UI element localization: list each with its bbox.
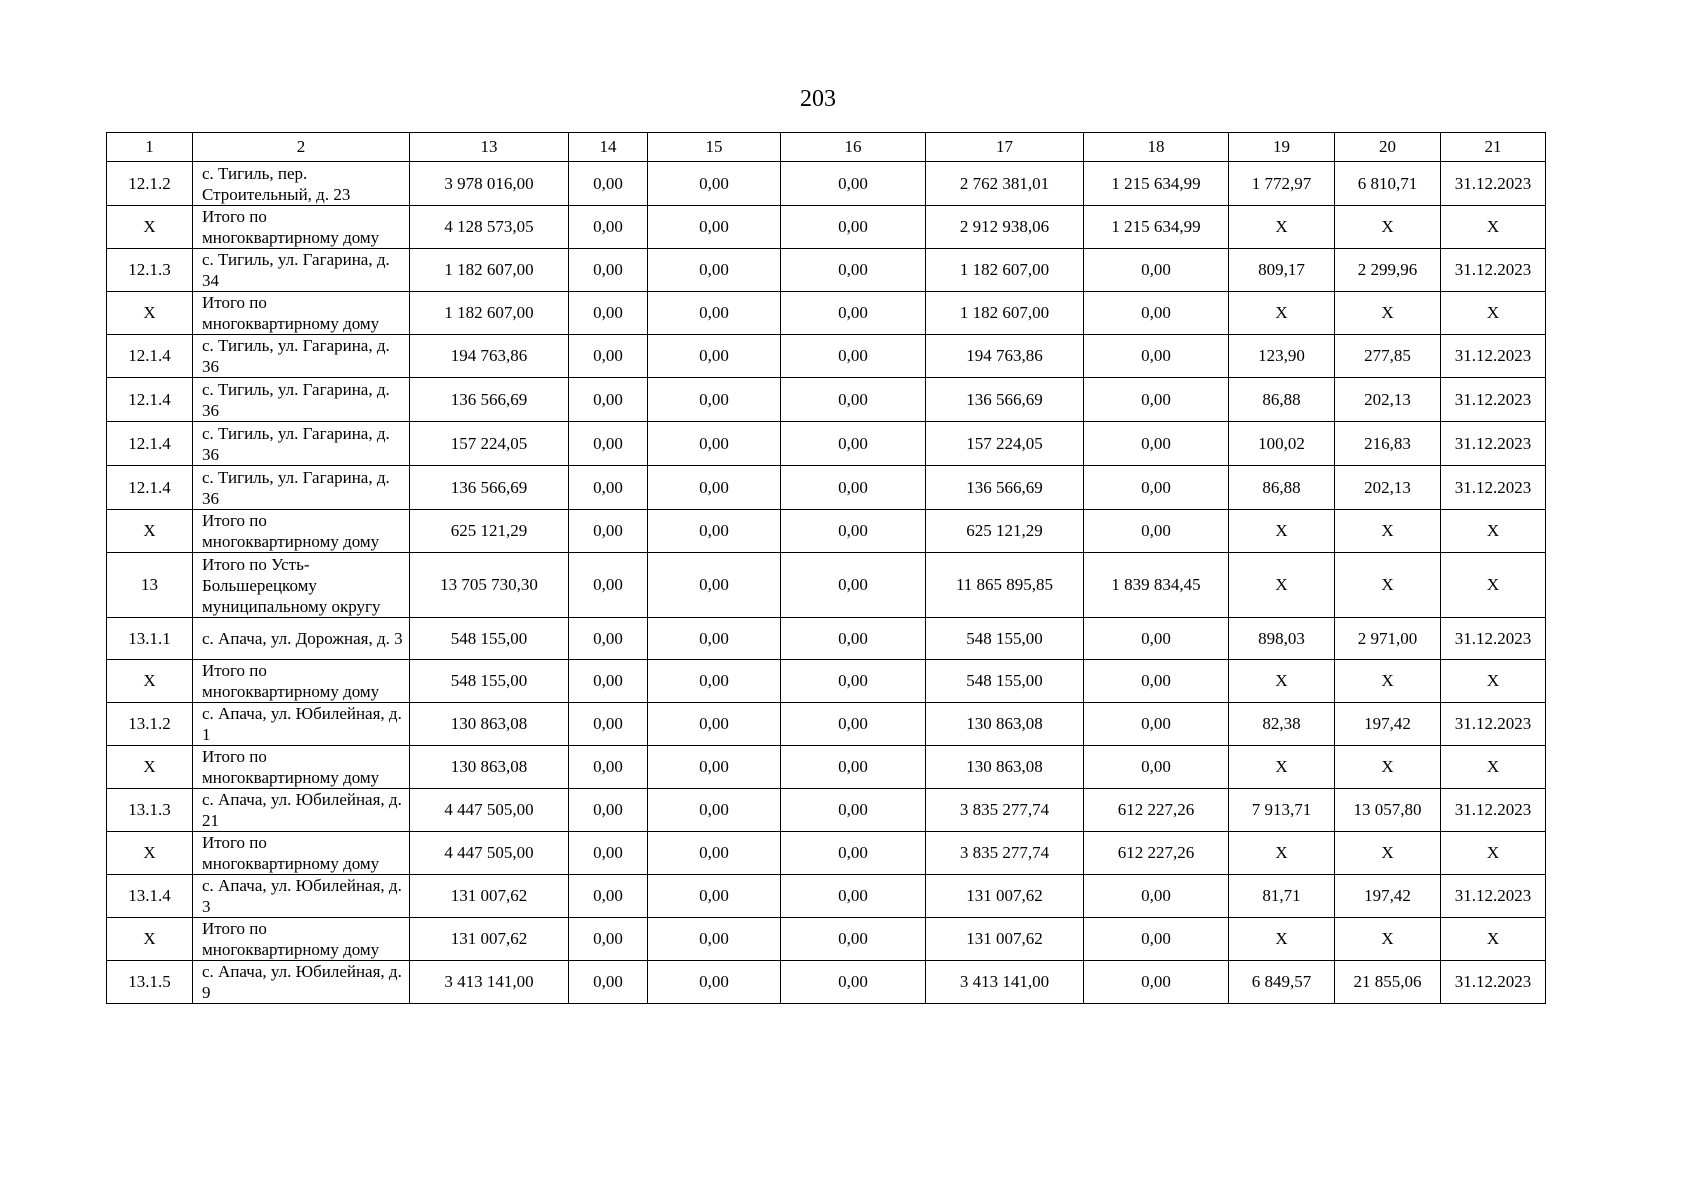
date-cell: 31.12.2023	[1441, 875, 1546, 918]
col-18-cell: 0,00	[1084, 875, 1229, 918]
col-18-cell: 612 227,26	[1084, 789, 1229, 832]
row-number-cell: X	[107, 206, 193, 249]
col-18-cell: 0,00	[1084, 918, 1229, 961]
col-17-cell: 2 762 381,01	[926, 162, 1084, 206]
col-17-cell: 157 224,05	[926, 422, 1084, 466]
col-17-cell: 11 865 895,85	[926, 553, 1084, 618]
address-cell: с. Апача, ул. Юбилейная, д. 3	[193, 875, 410, 918]
row-number-cell: X	[107, 292, 193, 335]
col-19-cell: 123,90	[1229, 335, 1335, 378]
col-14-cell: 0,00	[569, 618, 648, 660]
col-20-cell: 13 057,80	[1335, 789, 1441, 832]
col-15-cell: 0,00	[648, 249, 781, 292]
col-20-cell: X	[1335, 510, 1441, 553]
table-row	[107, 553, 1546, 618]
date-cell: X	[1441, 746, 1546, 789]
col-13-cell: 130 863,08	[410, 746, 569, 789]
row-number-cell: X	[107, 918, 193, 961]
col-20-cell: 197,42	[1335, 875, 1441, 918]
header-row	[107, 133, 1546, 162]
col-19-cell: X	[1229, 510, 1335, 553]
col-16-cell: 0,00	[781, 292, 926, 335]
col-16-cell: 0,00	[781, 162, 926, 206]
col-20-cell: 216,83	[1335, 422, 1441, 466]
col-18-cell: 0,00	[1084, 466, 1229, 510]
col-19-cell: X	[1229, 660, 1335, 703]
row-number-cell: X	[107, 510, 193, 553]
col-18-cell: 1 215 634,99	[1084, 162, 1229, 206]
col-14-cell: 0,00	[569, 789, 648, 832]
col-17-cell: 131 007,62	[926, 875, 1084, 918]
col-14-cell: 0,00	[569, 961, 648, 1004]
row-number-cell: 13.1.4	[107, 875, 193, 918]
date-cell: X	[1441, 206, 1546, 249]
row-number-cell: 12.1.3	[107, 249, 193, 292]
col-13-cell: 136 566,69	[410, 378, 569, 422]
page-number: 203	[800, 86, 836, 112]
address-cell: с. Тигиль, пер. Строительный, д. 23	[193, 162, 410, 206]
col-14-cell: 0,00	[569, 703, 648, 746]
col-19-cell: 82,38	[1229, 703, 1335, 746]
col-14-cell: 0,00	[569, 875, 648, 918]
address-cell: с. Тигиль, ул. Гагарина, д. 36	[193, 466, 410, 510]
address-cell: с. Тигиль, ул. Гагарина, д. 34	[193, 249, 410, 292]
col-14-cell: 0,00	[569, 832, 648, 875]
table-row	[107, 918, 1546, 961]
col-18-cell: 0,00	[1084, 249, 1229, 292]
col-15-cell: 0,00	[648, 510, 781, 553]
row-number-cell: 12.1.2	[107, 162, 193, 206]
date-cell: 31.12.2023	[1441, 335, 1546, 378]
address-cell: Итого по многоквартирному дому	[193, 918, 410, 961]
col-13-cell: 3 413 141,00	[410, 961, 569, 1004]
date-cell: X	[1441, 832, 1546, 875]
col-14-cell: 0,00	[569, 249, 648, 292]
date-cell: 31.12.2023	[1441, 961, 1546, 1004]
col-15-cell: 0,00	[648, 553, 781, 618]
col-16-cell: 0,00	[781, 249, 926, 292]
col-20-cell: 202,13	[1335, 466, 1441, 510]
table-row	[107, 335, 1546, 378]
col-13-cell: 157 224,05	[410, 422, 569, 466]
data-table	[106, 132, 1546, 1004]
date-cell: 31.12.2023	[1441, 249, 1546, 292]
col-14-cell: 0,00	[569, 553, 648, 618]
col-14-cell: 0,00	[569, 162, 648, 206]
col-17-cell: 130 863,08	[926, 746, 1084, 789]
address-cell: Итого по многоквартирному дому	[193, 292, 410, 335]
address-cell: с. Тигиль, ул. Гагарина, д. 36	[193, 422, 410, 466]
table-row	[107, 746, 1546, 789]
address-cell: Итого по Усть-Большерецкому муниципальному округу	[193, 553, 410, 618]
col-19-cell: 81,71	[1229, 875, 1335, 918]
col-19-cell: 100,02	[1229, 422, 1335, 466]
row-number-cell: 13.1.5	[107, 961, 193, 1004]
col-16-cell: 0,00	[781, 422, 926, 466]
col-15-cell: 0,00	[648, 746, 781, 789]
col-13-cell: 625 121,29	[410, 510, 569, 553]
table-row	[107, 206, 1546, 249]
row-number-cell: 13.1.3	[107, 789, 193, 832]
col-16-cell: 0,00	[781, 206, 926, 249]
col-19-cell: 898,03	[1229, 618, 1335, 660]
column-header: 21	[1441, 133, 1546, 162]
col-16-cell: 0,00	[781, 789, 926, 832]
date-cell: X	[1441, 553, 1546, 618]
column-header: 18	[1084, 133, 1229, 162]
col-13-cell: 13 705 730,30	[410, 553, 569, 618]
address-cell: Итого по многоквартирному дому	[193, 206, 410, 249]
col-13-cell: 194 763,86	[410, 335, 569, 378]
col-14-cell: 0,00	[569, 466, 648, 510]
col-20-cell: X	[1335, 660, 1441, 703]
col-16-cell: 0,00	[781, 378, 926, 422]
row-number-cell: X	[107, 660, 193, 703]
column-header: 15	[648, 133, 781, 162]
col-20-cell: 197,42	[1335, 703, 1441, 746]
address-cell: Итого по многоквартирному дому	[193, 746, 410, 789]
column-header: 17	[926, 133, 1084, 162]
col-18-cell: 0,00	[1084, 703, 1229, 746]
address-cell: Итого по многоквартирному дому	[193, 832, 410, 875]
col-16-cell: 0,00	[781, 832, 926, 875]
row-number-cell: X	[107, 746, 193, 789]
col-20-cell: 6 810,71	[1335, 162, 1441, 206]
col-17-cell: 2 912 938,06	[926, 206, 1084, 249]
col-13-cell: 4 128 573,05	[410, 206, 569, 249]
col-13-cell: 131 007,62	[410, 875, 569, 918]
col-16-cell: 0,00	[781, 466, 926, 510]
col-16-cell: 0,00	[781, 553, 926, 618]
col-16-cell: 0,00	[781, 660, 926, 703]
date-cell: X	[1441, 918, 1546, 961]
col-15-cell: 0,00	[648, 466, 781, 510]
col-17-cell: 3 413 141,00	[926, 961, 1084, 1004]
column-header: 1	[107, 133, 193, 162]
table-row	[107, 875, 1546, 918]
table-row	[107, 292, 1546, 335]
date-cell: 31.12.2023	[1441, 378, 1546, 422]
col-19-cell: X	[1229, 918, 1335, 961]
col-13-cell: 4 447 505,00	[410, 789, 569, 832]
date-cell: X	[1441, 292, 1546, 335]
table-row	[107, 510, 1546, 553]
table-row	[107, 422, 1546, 466]
col-17-cell: 548 155,00	[926, 660, 1084, 703]
address-cell: с. Апача, ул. Юбилейная, д. 1	[193, 703, 410, 746]
col-14-cell: 0,00	[569, 378, 648, 422]
col-18-cell: 1 839 834,45	[1084, 553, 1229, 618]
column-header: 16	[781, 133, 926, 162]
col-18-cell: 1 215 634,99	[1084, 206, 1229, 249]
col-19-cell: 1 772,97	[1229, 162, 1335, 206]
col-16-cell: 0,00	[781, 918, 926, 961]
col-14-cell: 0,00	[569, 422, 648, 466]
date-cell: 31.12.2023	[1441, 703, 1546, 746]
col-13-cell: 130 863,08	[410, 703, 569, 746]
table-row	[107, 789, 1546, 832]
col-13-cell: 548 155,00	[410, 618, 569, 660]
col-19-cell: X	[1229, 746, 1335, 789]
col-15-cell: 0,00	[648, 875, 781, 918]
col-16-cell: 0,00	[781, 510, 926, 553]
col-17-cell: 194 763,86	[926, 335, 1084, 378]
col-18-cell: 0,00	[1084, 378, 1229, 422]
table-row	[107, 832, 1546, 875]
col-19-cell: 6 849,57	[1229, 961, 1335, 1004]
col-13-cell: 3 978 016,00	[410, 162, 569, 206]
col-17-cell: 136 566,69	[926, 466, 1084, 510]
col-17-cell: 625 121,29	[926, 510, 1084, 553]
col-16-cell: 0,00	[781, 746, 926, 789]
col-13-cell: 1 182 607,00	[410, 249, 569, 292]
address-cell: Итого по многоквартирному дому	[193, 510, 410, 553]
address-cell: с. Тигиль, ул. Гагарина, д. 36	[193, 335, 410, 378]
col-20-cell: X	[1335, 832, 1441, 875]
col-18-cell: 0,00	[1084, 422, 1229, 466]
col-13-cell: 131 007,62	[410, 918, 569, 961]
col-19-cell: 86,88	[1229, 378, 1335, 422]
col-20-cell: 277,85	[1335, 335, 1441, 378]
col-17-cell: 1 182 607,00	[926, 249, 1084, 292]
col-17-cell: 3 835 277,74	[926, 789, 1084, 832]
col-14-cell: 0,00	[569, 660, 648, 703]
col-19-cell: X	[1229, 206, 1335, 249]
col-18-cell: 0,00	[1084, 292, 1229, 335]
col-18-cell: 612 227,26	[1084, 832, 1229, 875]
col-15-cell: 0,00	[648, 918, 781, 961]
row-number-cell: 13.1.2	[107, 703, 193, 746]
col-18-cell: 0,00	[1084, 510, 1229, 553]
column-header: 14	[569, 133, 648, 162]
col-17-cell: 130 863,08	[926, 703, 1084, 746]
col-14-cell: 0,00	[569, 206, 648, 249]
col-17-cell: 136 566,69	[926, 378, 1084, 422]
col-15-cell: 0,00	[648, 618, 781, 660]
col-20-cell: X	[1335, 746, 1441, 789]
column-header: 13	[410, 133, 569, 162]
col-15-cell: 0,00	[648, 703, 781, 746]
col-14-cell: 0,00	[569, 510, 648, 553]
col-15-cell: 0,00	[648, 292, 781, 335]
col-15-cell: 0,00	[648, 206, 781, 249]
col-20-cell: X	[1335, 292, 1441, 335]
col-15-cell: 0,00	[648, 789, 781, 832]
col-15-cell: 0,00	[648, 162, 781, 206]
col-13-cell: 548 155,00	[410, 660, 569, 703]
col-14-cell: 0,00	[569, 335, 648, 378]
date-cell: 31.12.2023	[1441, 162, 1546, 206]
col-14-cell: 0,00	[569, 292, 648, 335]
date-cell: X	[1441, 510, 1546, 553]
row-number-cell: 12.1.4	[107, 335, 193, 378]
table-row	[107, 703, 1546, 746]
col-17-cell: 1 182 607,00	[926, 292, 1084, 335]
column-header: 20	[1335, 133, 1441, 162]
col-18-cell: 0,00	[1084, 335, 1229, 378]
table-row	[107, 466, 1546, 510]
row-number-cell: 12.1.4	[107, 466, 193, 510]
col-15-cell: 0,00	[648, 335, 781, 378]
col-13-cell: 136 566,69	[410, 466, 569, 510]
col-19-cell: X	[1229, 292, 1335, 335]
column-header: 2	[193, 133, 410, 162]
col-20-cell: 2 971,00	[1335, 618, 1441, 660]
date-cell: 31.12.2023	[1441, 466, 1546, 510]
col-15-cell: 0,00	[648, 660, 781, 703]
col-19-cell: X	[1229, 832, 1335, 875]
col-13-cell: 1 182 607,00	[410, 292, 569, 335]
address-cell: с. Апача, ул. Юбилейная, д. 21	[193, 789, 410, 832]
col-16-cell: 0,00	[781, 335, 926, 378]
col-18-cell: 0,00	[1084, 746, 1229, 789]
col-18-cell: 0,00	[1084, 961, 1229, 1004]
col-15-cell: 0,00	[648, 832, 781, 875]
col-15-cell: 0,00	[648, 961, 781, 1004]
date-cell: 31.12.2023	[1441, 789, 1546, 832]
address-cell: Итого по многоквартирному дому	[193, 660, 410, 703]
row-number-cell: 13	[107, 553, 193, 618]
table-row	[107, 249, 1546, 292]
row-number-cell: 12.1.4	[107, 378, 193, 422]
row-number-cell: 13.1.1	[107, 618, 193, 660]
col-20-cell: 202,13	[1335, 378, 1441, 422]
col-14-cell: 0,00	[569, 746, 648, 789]
col-16-cell: 0,00	[781, 875, 926, 918]
address-cell: с. Апача, ул. Дорожная, д. 3	[193, 618, 410, 660]
date-cell: X	[1441, 660, 1546, 703]
address-cell: с. Тигиль, ул. Гагарина, д. 36	[193, 378, 410, 422]
col-20-cell: X	[1335, 553, 1441, 618]
col-20-cell: X	[1335, 918, 1441, 961]
col-17-cell: 131 007,62	[926, 918, 1084, 961]
col-17-cell: 3 835 277,74	[926, 832, 1084, 875]
col-16-cell: 0,00	[781, 618, 926, 660]
col-19-cell: 7 913,71	[1229, 789, 1335, 832]
col-13-cell: 4 447 505,00	[410, 832, 569, 875]
col-15-cell: 0,00	[648, 422, 781, 466]
table-row	[107, 618, 1546, 660]
row-number-cell: 12.1.4	[107, 422, 193, 466]
col-16-cell: 0,00	[781, 961, 926, 1004]
col-20-cell: 21 855,06	[1335, 961, 1441, 1004]
col-16-cell: 0,00	[781, 703, 926, 746]
col-17-cell: 548 155,00	[926, 618, 1084, 660]
address-cell: с. Апача, ул. Юбилейная, д. 9	[193, 961, 410, 1004]
col-19-cell: 809,17	[1229, 249, 1335, 292]
col-18-cell: 0,00	[1084, 618, 1229, 660]
col-15-cell: 0,00	[648, 378, 781, 422]
table-row	[107, 660, 1546, 703]
column-header: 19	[1229, 133, 1335, 162]
date-cell: 31.12.2023	[1441, 618, 1546, 660]
table-row	[107, 961, 1546, 1004]
row-number-cell: X	[107, 832, 193, 875]
table-row	[107, 378, 1546, 422]
col-20-cell: 2 299,96	[1335, 249, 1441, 292]
date-cell: 31.12.2023	[1441, 422, 1546, 466]
table-row	[107, 162, 1546, 206]
col-18-cell: 0,00	[1084, 660, 1229, 703]
col-19-cell: X	[1229, 553, 1335, 618]
col-20-cell: X	[1335, 206, 1441, 249]
col-14-cell: 0,00	[569, 918, 648, 961]
col-19-cell: 86,88	[1229, 466, 1335, 510]
